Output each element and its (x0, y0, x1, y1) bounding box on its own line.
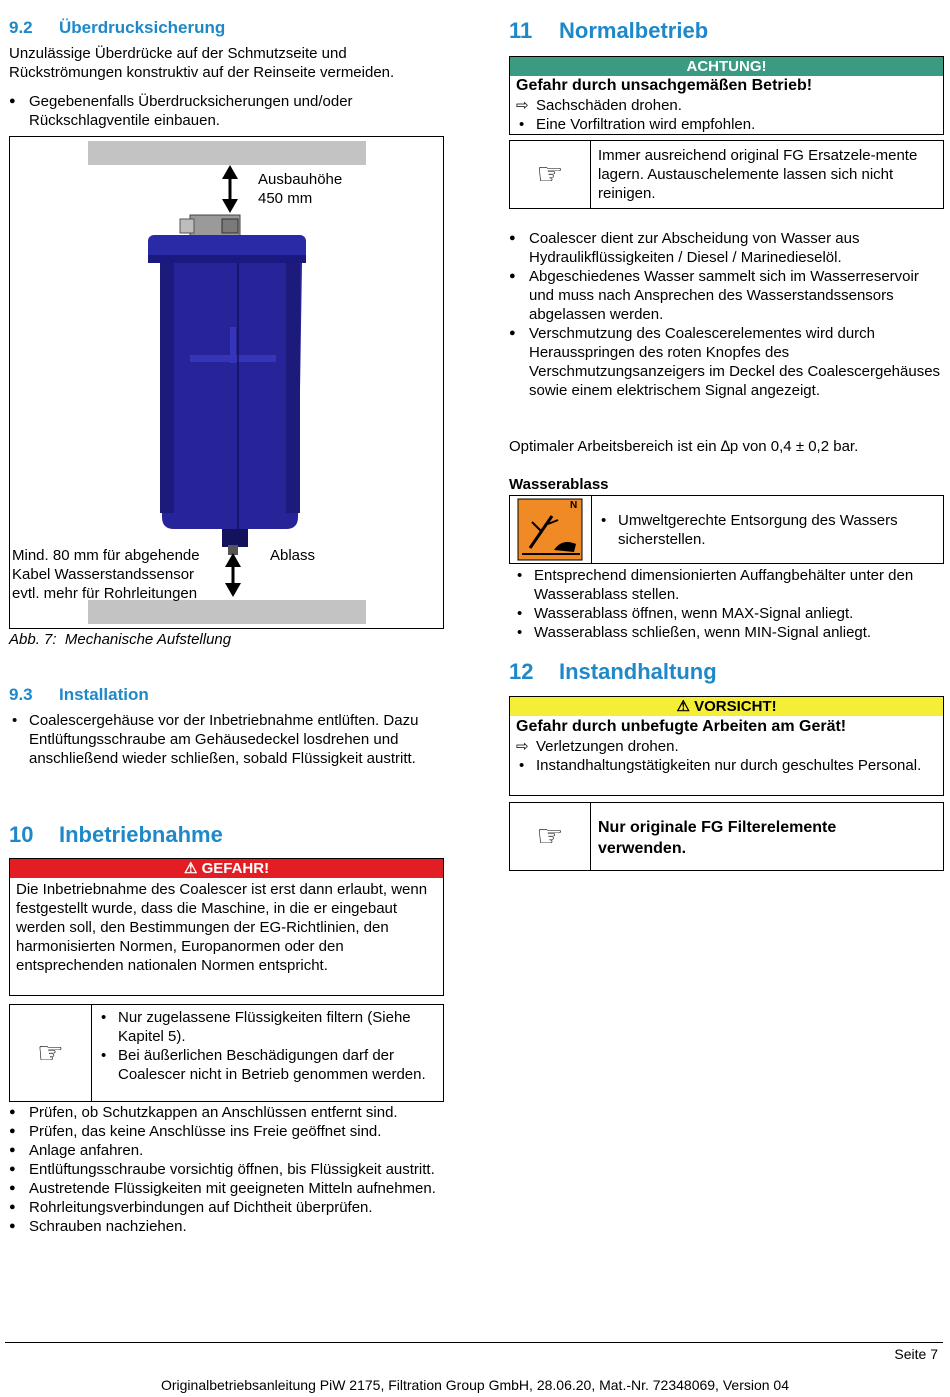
commissioning-steps (9, 1103, 445, 1236)
attention-title: Gefahr durch unsachgemäßen Betrieb! (516, 77, 813, 94)
divider (590, 141, 591, 208)
list-item: ● Gegebenenfalls Überdrucksicherungen und/oder Rückschlagventile einbauen. (9, 92, 439, 130)
list-item: ● Prüfen, ob Schutzkappen an Anschlüssen entfernt sind. (9, 1103, 445, 1122)
page-number: Seite 7 (894, 1346, 938, 1362)
environment-box (509, 495, 944, 564)
warning-triangle-icon: ⚠ (183, 860, 198, 877)
caution-list (516, 737, 937, 775)
figure-installation (9, 136, 444, 629)
section-9-2-list (9, 92, 439, 130)
caution-bar (510, 697, 943, 716)
section-11-list (509, 229, 945, 400)
list-item: • Eine Vorfiltration wird empfohlen. (516, 115, 937, 134)
list-item: ● Rohrleitungsverbindungen auf Dichtheit überprüfen. (9, 1198, 445, 1217)
divider (591, 496, 592, 563)
label-removal-height: Ausbauhöhe 450 mm (258, 171, 343, 207)
list-item: • Nur zugelassene Flüssigkeiten filtern (Siehe Kapitel 5). (98, 1008, 438, 1046)
label-drain: Ablass (270, 547, 316, 564)
section-number: 9.2 (9, 18, 33, 37)
divider (590, 803, 591, 870)
danger-label: GEFAHR! (201, 860, 270, 877)
list-item: • Wasserablass schließen, wenn MIN-Signal anliegt. (514, 623, 944, 642)
warning-triangle-icon: ⚠ (676, 698, 690, 715)
note-text: Nur originale FG Filterelemente verwenden. (598, 819, 837, 857)
label-min-clearance (12, 546, 232, 603)
note-text: Immer ausreichend original FG Ersatzele-mente lagern. Austauschelemente lassen sich nicht reinigen. (598, 147, 918, 202)
list-item: ● Entlüftungsschraube vorsichtig öffnen, bis Flüssigkeit austritt. (9, 1160, 445, 1179)
section-number: 10 (9, 822, 34, 847)
caution-title: Gefahr durch unbefugte Arbeiten am Gerät! (516, 718, 847, 735)
section-12-heading (509, 659, 717, 685)
list-item: • Instandhaltungstätigkeiten nur durch geschultes Personal. (516, 756, 937, 775)
section-number: 12 (509, 659, 534, 684)
caption-number: Abb. 7: (9, 631, 57, 648)
list-item: ● Austretende Flüssigkeiten mit geeigneten Mitteln aufnehmen. (9, 1179, 445, 1198)
note-box (9, 1004, 444, 1102)
footer-rule (5, 1342, 943, 1343)
section-title: Inbetriebnahme (59, 822, 223, 847)
label-line: Mind. 80 mm für abgehende (12, 547, 200, 564)
attention-list (516, 96, 937, 134)
list-item: • Entsprechend dimensionierten Auffangbehälter unter den Wasserablass stellen. (514, 566, 944, 604)
danger-text: Die Inbetriebnahme des Coalescer ist erst dann erlaubt, wenn festgestellt wurde, dass die Maschine, in die er eingebaut werden soll, den Bestimmungen der EG-Richtlinien, den harmonisierten Normen, Europanormen oder den entsprechenden nationalen Normen entspricht. (16, 881, 428, 974)
list-item: • Umweltgerechte Entsorgung des Wassers sicherstellen. (598, 511, 938, 549)
environment-list (598, 511, 938, 549)
section-9-2-heading (9, 18, 225, 37)
list-item: ● Prüfen, das keine Anschlüsse ins Freie geöffnet sind. (9, 1122, 445, 1141)
figure-caption (9, 630, 231, 649)
danger-bar (10, 859, 443, 878)
pointing-hand-icon: ☞ (37, 1037, 64, 1070)
optimal-range-text: Optimaler Arbeitsbereich ist ein ∆p von 0,4 ± 0,2 bar. (509, 438, 859, 455)
section-title: Überdrucksicherung (59, 18, 226, 37)
pointing-hand-icon: ☞ (536, 820, 564, 853)
section-9-3-heading (9, 685, 149, 704)
section-number: 11 (509, 18, 533, 43)
list-item: ⇨ Sachschäden drohen. (516, 96, 937, 115)
attention-bar: ACHTUNG! (510, 57, 943, 76)
section-title: Instandhaltung (559, 659, 717, 684)
list-item: ● Abgeschiedenes Wasser sammelt sich im Wasserreservoir und muss nach Ansprechen des Wasserstandssensors abgelassen werden. (509, 267, 945, 324)
list-item: • Coalescergehäuse vor der Inbetriebnahme entlüften. Dazu Entlüftungsschraube am Gehäusedeckel losdrehen und anschließend wieder schließen, sobald Flüssigkeit austritt. (9, 711, 439, 768)
drain-heading: Wasserablass (509, 476, 609, 493)
list-item: ⇨ Verletzungen drohen. (516, 737, 937, 756)
danger-box (9, 858, 444, 996)
divider (91, 1005, 92, 1101)
section-10-heading (9, 822, 223, 848)
list-item: ● Coalescer dient zur Abscheidung von Wasser aus Hydraulikflüssigkeiten / Diesel / Marinedieselöl. (509, 229, 945, 267)
note-box (509, 802, 944, 871)
caution-label: VORSICHT! (694, 698, 777, 715)
footer-doc-info: Originalbetriebsanleitung PiW 2175, Filtration Group GmbH, 28.06.20, Mat.-Nr. 72348069, Version 04 (160, 1377, 789, 1393)
list-item: • Wasserablass öffnen, wenn MAX-Signal anliegt. (514, 604, 944, 623)
pointing-hand-icon: ☞ (536, 158, 564, 191)
attention-box (509, 56, 944, 135)
section-title: Normalbetrieb (559, 18, 709, 43)
note-box (509, 140, 944, 209)
label-line: Kabel Wasserstandssensor (12, 566, 195, 583)
list-item: ● Schrauben nachziehen. (9, 1217, 445, 1236)
section-9-3-list (9, 711, 439, 768)
label-line: evtl. mehr für Rohrleitungen (12, 585, 198, 602)
caption-text: Mechanische Aufstellung (64, 631, 232, 648)
caution-box (509, 696, 944, 796)
list-item: • Bei äußerlichen Beschädigungen darf der Coalescer nicht in Betrieb genommen werden. (98, 1046, 438, 1084)
section-number: 9.3 (9, 685, 33, 704)
drain-list (514, 566, 944, 642)
environment-hazard-icon (510, 496, 591, 563)
note-list (98, 1008, 438, 1084)
section-title: Installation (59, 685, 149, 704)
section-11-heading (509, 18, 708, 44)
list-item: ● Anlage anfahren. (9, 1141, 445, 1160)
section-9-2-text: Unzulässige Überdrücke auf der Schmutzseite und Rückströmungen konstruktiv auf der Reinseite vermeiden. (9, 45, 395, 81)
hazard-letter: N (570, 500, 578, 511)
list-item: ● Verschmutzung des Coalescerelementes wird durch Herausspringen des roten Knopfes des Verschmutzungsanzeigers im Deckel des Coalescergehäuses sowie einem elektrischem Signal angezeigt. (509, 324, 945, 400)
